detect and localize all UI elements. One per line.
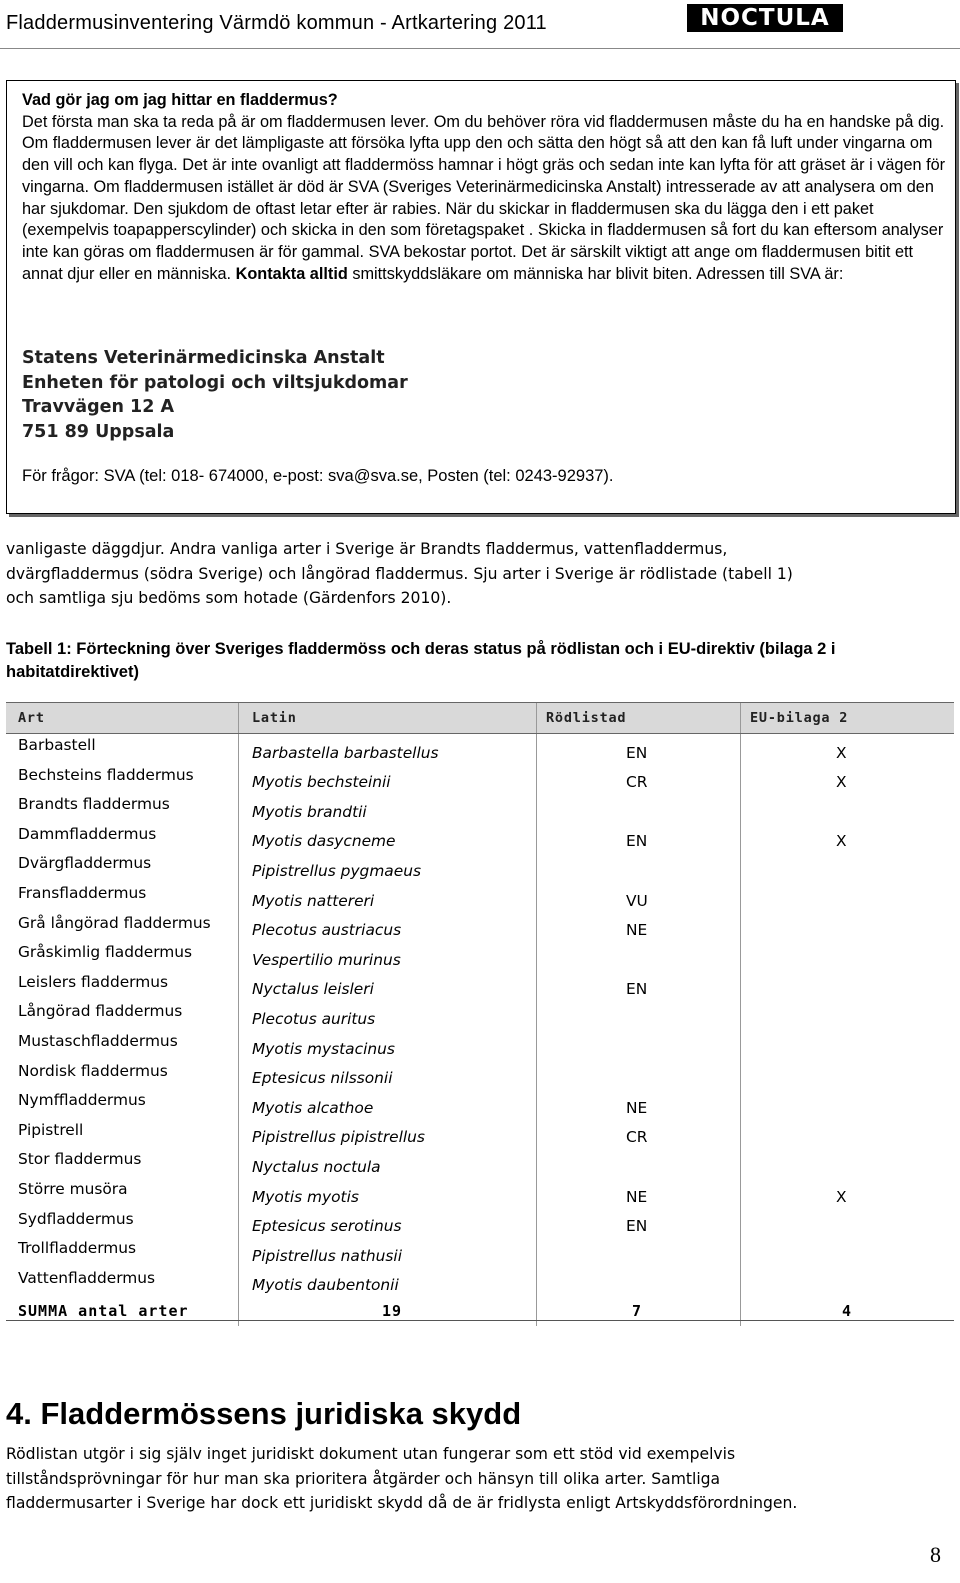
table-row (6, 734, 954, 764)
column-divider (740, 1267, 741, 1297)
eu-annex-2-mark (836, 852, 876, 882)
table-row (6, 912, 954, 942)
eu-annex-2-mark (836, 1119, 876, 1149)
species-latin-name: Pipistrellus pipistrellus (252, 1128, 425, 1147)
column-divider (238, 1148, 239, 1178)
species-common-name: Vattenfladdermus (18, 1268, 156, 1287)
column-divider (740, 793, 741, 823)
column-divider (536, 941, 537, 971)
species-table (6, 702, 954, 1326)
column-divider (536, 1030, 537, 1060)
paragraph-line: och samtliga sju bedöms som hotade (Gärdenfors 2010). (6, 589, 452, 607)
table-row (6, 1060, 954, 1090)
species-common-name: Mustaschfladdermus (18, 1031, 178, 1050)
species-latin-name: Myotis mystacinus (252, 1039, 395, 1058)
eu-annex-2-mark (836, 1089, 876, 1119)
redlist-status (626, 1267, 706, 1297)
column-divider (536, 852, 537, 882)
column-divider (536, 1119, 537, 1149)
column-divider (238, 1119, 239, 1149)
address-line: Travvägen 12 A (22, 397, 175, 417)
species-latin-name: Myotis brandtii (252, 802, 367, 821)
redlist-status (626, 1237, 706, 1267)
redlist-status: NE (626, 1098, 648, 1117)
species-common-name: Nordisk fladdermus (18, 1061, 168, 1080)
column-divider (238, 1296, 239, 1326)
table-bottom-rule (6, 1320, 954, 1321)
header-art: Art (18, 710, 45, 726)
table-row (6, 1148, 954, 1178)
species-common-name: Bechsteins fladdermus (18, 765, 194, 784)
info-box-emphasis: Kontakta alltid (235, 264, 348, 283)
species-latin-name: Pipistrellus nathusii (252, 1246, 402, 1265)
species-latin-name: Myotis dasycneme (252, 832, 396, 851)
table-header-row (6, 702, 954, 734)
species-latin-name: Nyctalus noctula (252, 1157, 381, 1176)
column-divider (238, 912, 239, 942)
species-common-name: Större musöra (18, 1179, 128, 1198)
column-divider (536, 1296, 537, 1326)
column-divider (740, 912, 741, 942)
header-latin: Latin (252, 710, 297, 726)
eu-annex-2-mark (836, 912, 876, 942)
column-divider (238, 1089, 239, 1119)
redlist-status: CR (626, 773, 648, 792)
header-divider (0, 48, 960, 49)
column-divider (238, 1237, 239, 1267)
column-divider (238, 971, 239, 1001)
species-common-name: Dammfladdermus (18, 824, 157, 843)
column-divider (238, 1000, 239, 1030)
species-latin-name: Myotis nattereri (252, 891, 375, 910)
eu-annex-2-mark (836, 1030, 876, 1060)
summary-eu-count: 4 (842, 1302, 853, 1321)
column-divider (238, 1030, 239, 1060)
table-caption: Tabell 1: Förteckning över Sveriges fladdermöss och deras status på rödlistan och i EU-direktiv (bilaga 2 i habitatdirektivet) (6, 640, 836, 681)
column-divider (740, 1296, 741, 1326)
summary-rodlistad-count: 7 (632, 1302, 643, 1321)
species-latin-name: Plecotus austriacus (252, 921, 402, 940)
table-row (6, 882, 954, 912)
redlist-status (626, 1148, 706, 1178)
column-divider (740, 852, 741, 882)
redlist-status (626, 852, 706, 882)
redlist-status: EN (626, 1217, 648, 1236)
column-divider (740, 764, 741, 794)
eu-annex-2-mark (836, 1060, 876, 1090)
species-common-name: Leislers fladdermus (18, 972, 169, 991)
column-divider (238, 1060, 239, 1090)
paragraph-line: fladdermusarter i Sverige har dock ett juridiskt skydd då de är fridlysta enligt Artskyddsförordningen. (6, 1494, 798, 1512)
species-common-name: Brandts fladdermus (18, 795, 170, 814)
header-eu-bilaga: EU-bilaga 2 (750, 710, 849, 726)
column-divider (740, 1030, 741, 1060)
species-latin-name: Myotis daubentonii (252, 1276, 399, 1295)
redlist-status (626, 793, 706, 823)
species-common-name: Grå långörad fladdermus (18, 913, 211, 932)
info-box-body-end: smittskyddsläkare om människa har blivit biten. Adressen till SVA är: (352, 264, 844, 283)
summary-row (6, 1296, 954, 1326)
column-divider (536, 1267, 537, 1297)
redlist-status: CR (626, 1128, 648, 1147)
column-divider (536, 1178, 537, 1208)
column-divider (536, 734, 537, 764)
species-latin-name: Eptesicus serotinus (252, 1217, 402, 1236)
column-divider (238, 823, 239, 853)
eu-annex-2-mark (836, 941, 876, 971)
column-divider (536, 882, 537, 912)
column-divider (238, 764, 239, 794)
column-divider (536, 823, 537, 853)
eu-annex-2-mark (836, 971, 876, 1001)
column-divider (740, 1060, 741, 1090)
redlist-status: EN (626, 743, 648, 762)
summary-latin-count: 19 (382, 1302, 403, 1321)
noctula-logo: NOCTULA (687, 4, 843, 32)
column-divider (536, 1060, 537, 1090)
column-divider (740, 971, 741, 1001)
table-body (6, 734, 954, 1296)
table-row (6, 1208, 954, 1238)
eu-annex-2-mark: X (836, 773, 847, 792)
column-divider (740, 1000, 741, 1030)
column-divider (536, 703, 537, 733)
contact-info: För frågor: SVA (tel: 018- 674000, e-post: sva@sva.se, Posten (tel: 0243-92937). (22, 467, 614, 485)
species-latin-name: Myotis myotis (252, 1187, 359, 1206)
paragraph-line: tillståndsprövningar för hur man ska prioritera åtgärder och hänsyn till olika arter. Samtliga (6, 1469, 721, 1488)
table-row (6, 1267, 954, 1297)
paragraph-line: Rödlistan utgör i sig själv inget juridiskt dokument utan fungerar som ett stöd vid exempelvis (6, 1445, 736, 1463)
column-divider (536, 1148, 537, 1178)
species-common-name: Sydfladdermus (18, 1209, 134, 1228)
species-common-name: Nymffladdermus (18, 1091, 146, 1110)
sva-address (22, 346, 408, 444)
column-divider (536, 971, 537, 1001)
redlist-status: VU (626, 891, 648, 910)
redlist-status: EN (626, 832, 648, 851)
column-divider (238, 941, 239, 971)
column-divider (536, 1000, 537, 1030)
species-latin-name: Myotis alcathoe (252, 1098, 374, 1117)
column-divider (740, 1237, 741, 1267)
column-divider (740, 1208, 741, 1238)
page-number: 8 (930, 1542, 941, 1567)
column-divider (536, 1089, 537, 1119)
table-row (6, 764, 954, 794)
column-divider (238, 793, 239, 823)
species-latin-name: Myotis bechsteinii (252, 773, 391, 792)
paragraph-line: dvärgfladdermus (södra Sverige) och långörad fladdermus. Sju arter i Sverige är rödlistade (tabell 1) (6, 564, 793, 583)
table-row (6, 941, 954, 971)
species-common-name: Trollfladdermus (18, 1239, 137, 1258)
table-row (6, 1030, 954, 1060)
redlist-status (626, 1000, 706, 1030)
column-divider (536, 1237, 537, 1267)
section-paragraph (6, 1442, 956, 1516)
column-divider (238, 1208, 239, 1238)
eu-annex-2-mark: X (836, 1187, 847, 1206)
table-row (6, 852, 954, 882)
info-box-body: Det första man ska ta reda på är om fladdermusen lever. Om du behöver röra vid fladdermusen måste du ha en handske på dig. Om fladdermusen lever är det lämpligaste att försöka lyfta upp den och sätta den högt så att den kan få luft under vingarna om den vill och kan flyga. Det är inte ovanligt att fladdermöss hamnar i högt gräs och sedan inte kan lyfta för att gräset är i vägen för vingarna. Om fladdermusen istället är död är SVA (Sveriges Veterinärmedicinska Anstalt) intresserade av att analysera om den har sjukdomar. Den sjukdom de oftast letar efter är rabies. När du skickar in fladdermusen ska du lägga den i ett paket (exempelvis toapapperscylinder) och skicka in den som företagspaket . Skicka in fladdermusen så fort du kan eftersom analyser inte kan göras om fladdermusen är för gammal. SVA bekostar portot. Det är särskilt viktigt att ange om fladdermusen bitit ett annat djur eller en människa. (22, 112, 946, 283)
eu-annex-2-mark (836, 1237, 876, 1267)
eu-annex-2-mark (836, 1148, 876, 1178)
document-header-title: Fladdermusinventering Värmdö kommun - Artkartering 2011 (6, 12, 547, 34)
column-divider (536, 793, 537, 823)
column-divider (238, 734, 239, 764)
column-divider (238, 703, 239, 733)
redlist-status (626, 1060, 706, 1090)
intro-paragraph (6, 537, 956, 611)
species-latin-name: Nyctalus leisleri (252, 980, 374, 999)
column-divider (740, 941, 741, 971)
table-row (6, 1178, 954, 1208)
redlist-status: EN (626, 980, 648, 999)
column-divider (238, 1267, 239, 1297)
redlist-status: NE (626, 1187, 648, 1206)
column-divider (740, 823, 741, 853)
address-line: Enheten för patologi och viltsjukdomar (22, 372, 408, 393)
redlist-status (626, 941, 706, 971)
table-row (6, 1000, 954, 1030)
species-latin-name: Pipistrellus pygmaeus (252, 861, 421, 880)
species-common-name: Dvärgfladdermus (18, 854, 152, 873)
column-divider (238, 1178, 239, 1208)
info-box-paragraph (22, 112, 952, 286)
address-line: 751 89 Uppsala (22, 421, 175, 442)
column-divider (740, 1119, 741, 1149)
column-divider (740, 734, 741, 764)
summary-label: SUMMA antal arter (18, 1302, 189, 1321)
eu-annex-2-mark (836, 882, 876, 912)
column-divider (238, 882, 239, 912)
column-divider (740, 1089, 741, 1119)
eu-annex-2-mark: X (836, 832, 847, 851)
paragraph-line: vanligaste däggdjur. Andra vanliga arter i Sverige är Brandts fladdermus, vattenfladdermus, (6, 540, 728, 558)
redlist-status (626, 1030, 706, 1060)
species-latin-name: Barbastella barbastellus (252, 743, 439, 762)
address-line: Statens Veterinärmedicinska Anstalt (22, 348, 385, 368)
table-row (6, 971, 954, 1001)
info-box-text (22, 90, 952, 285)
species-latin-name: Vespertilio murinus (252, 950, 401, 969)
redlist-status: NE (626, 921, 648, 940)
column-divider (536, 764, 537, 794)
column-divider (740, 1178, 741, 1208)
species-latin-name: Plecotus auritus (252, 1009, 376, 1028)
species-common-name: Fransfladdermus (18, 883, 147, 902)
eu-annex-2-mark (836, 793, 876, 823)
species-common-name: Gråskimlig fladdermus (18, 943, 193, 962)
table-row (6, 1237, 954, 1267)
species-common-name: Stor fladdermus (18, 1150, 142, 1169)
column-divider (536, 1208, 537, 1238)
species-latin-name: Eptesicus nilssonii (252, 1069, 393, 1088)
column-divider (740, 703, 741, 733)
table-row (6, 1119, 954, 1149)
info-box-question: Vad gör jag om jag hittar en fladdermus? (22, 91, 338, 109)
column-divider (238, 852, 239, 882)
eu-annex-2-mark (836, 1000, 876, 1030)
header-rodlistad: Rödlistad (546, 710, 627, 726)
eu-annex-2-mark (836, 1267, 876, 1297)
table-row (6, 1089, 954, 1119)
species-common-name: Långörad fladdermus (18, 1002, 183, 1021)
table-row (6, 823, 954, 853)
column-divider (740, 1148, 741, 1178)
eu-annex-2-mark: X (836, 743, 847, 762)
species-common-name: Barbastell (18, 736, 96, 754)
column-divider (740, 882, 741, 912)
column-divider (536, 912, 537, 942)
eu-annex-2-mark (836, 1208, 876, 1238)
table-row (6, 793, 954, 823)
species-common-name: Pipistrell (18, 1120, 84, 1139)
section-heading: 4. Fladdermössens juridiska skydd (6, 1396, 522, 1431)
